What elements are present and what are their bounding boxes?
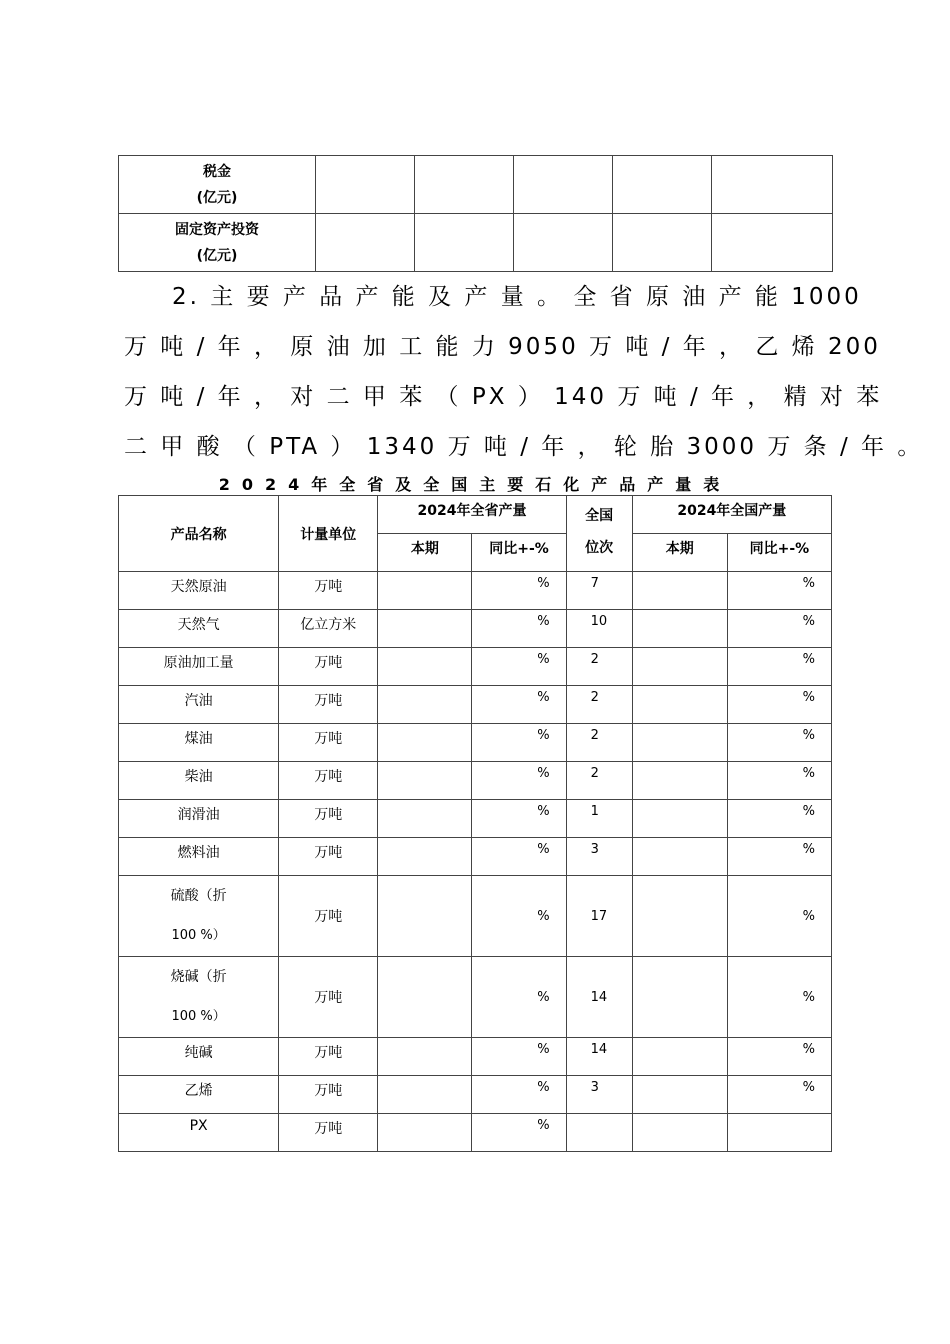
national-yoy-cell: % [727, 686, 831, 724]
unit-cell: 万吨 [279, 724, 378, 762]
table-row [119, 838, 832, 876]
product-name-cell [119, 800, 279, 838]
national-yoy-cell: % [727, 762, 831, 800]
product-name-cell [119, 876, 279, 957]
table-row [119, 724, 832, 762]
product-name: 天然原油 [170, 579, 227, 595]
national-rank-cell: 14 [566, 1038, 632, 1076]
national-current-cell [632, 1076, 727, 1114]
national-current-cell [632, 762, 727, 800]
header-province-output: 2024年全省产量 [378, 496, 566, 534]
national-yoy-cell: % [727, 876, 831, 957]
header-national-rank: 全国 位次 [566, 496, 632, 572]
product-name-cell [119, 686, 279, 724]
product-name: 烧碱（折 [170, 969, 227, 985]
province-current-cell [378, 610, 472, 648]
table-title: 2024年全省及全国主要石化产品产量表 [218, 475, 732, 494]
unit-cell: 万吨 [279, 838, 378, 876]
product-name-cell [119, 572, 279, 610]
province-yoy-cell: % [472, 724, 566, 762]
unit-cell: 万吨 [279, 686, 378, 724]
national-rank-cell: 7 [566, 572, 632, 610]
product-name: 燃料油 [177, 845, 220, 861]
table-row [119, 957, 832, 1038]
product-name-cell [119, 762, 279, 800]
national-yoy-cell: % [727, 838, 831, 876]
province-yoy-cell: % [472, 572, 566, 610]
product-name: PX [189, 1118, 208, 1134]
unit-cell: 万吨 [279, 957, 378, 1038]
header-row [119, 496, 832, 534]
row-label-tax: 税金 (亿元) [119, 156, 316, 214]
unit-cell: 亿立方米 [279, 610, 378, 648]
paragraph-line: 万 吨 / 年 ， 对 二 甲 苯 （ PX ） 140 万 吨 / 年 ， 精 对 苯 [124, 384, 883, 410]
national-current-cell [632, 957, 727, 1038]
tax-investment-table [118, 155, 833, 272]
header-product-name: 产品名称 [119, 496, 279, 572]
unit-cell: 万吨 [279, 1038, 378, 1076]
product-name: 纯碱 [184, 1045, 213, 1061]
paragraph-line: 2. 主 要 产 品 产 能 及 产 量 。 全 省 原 油 产 能 1000 [172, 284, 862, 310]
production-table [118, 495, 832, 1152]
row-label-fixed-investment: 固定资产投资 (亿元) [119, 214, 316, 272]
province-current-cell [378, 724, 472, 762]
unit-cell: 万吨 [279, 876, 378, 957]
table-row [119, 686, 832, 724]
province-current-cell [378, 876, 472, 957]
table-row [119, 876, 832, 957]
province-current-cell [378, 762, 472, 800]
header-current: 本期 [378, 534, 472, 572]
province-yoy-cell: % [472, 1076, 566, 1114]
national-current-cell [632, 648, 727, 686]
province-current-cell [378, 1076, 472, 1114]
national-current-cell [632, 686, 727, 724]
national-current-cell [632, 1038, 727, 1076]
province-yoy-cell: % [472, 876, 566, 957]
province-yoy-cell: % [472, 1038, 566, 1076]
header-unit: 计量单位 [279, 496, 378, 572]
table-row [119, 1114, 832, 1152]
product-name-cell [119, 610, 279, 648]
national-current-cell [632, 876, 727, 957]
capacity-paragraph [124, 272, 924, 472]
product-name: 乙烯 [184, 1083, 213, 1099]
header-yoy: 同比+-% [472, 534, 566, 572]
province-yoy-cell: % [472, 762, 566, 800]
unit-cell: 万吨 [279, 1114, 378, 1152]
national-current-cell [632, 1114, 727, 1152]
national-rank-cell: 2 [566, 762, 632, 800]
table-row [119, 156, 833, 214]
province-current-cell [378, 838, 472, 876]
national-rank-cell: 2 [566, 724, 632, 762]
product-name: 汽油 [184, 693, 213, 709]
table-row [119, 610, 832, 648]
product-name-cell [119, 1038, 279, 1076]
product-name: 硫酸（折 [170, 888, 227, 904]
province-yoy-cell: % [472, 686, 566, 724]
national-yoy-cell: % [727, 800, 831, 838]
table-body [119, 572, 832, 1152]
national-rank-cell: 2 [566, 648, 632, 686]
unit-cell: 万吨 [279, 572, 378, 610]
province-current-cell [378, 686, 472, 724]
national-yoy-cell [727, 1114, 831, 1152]
header-yoy: 同比+-% [727, 534, 831, 572]
product-name: 润滑油 [177, 807, 220, 823]
product-name-continued: 100 %） [171, 1009, 226, 1024]
national-rank-cell: 17 [566, 876, 632, 957]
product-name: 天然气 [177, 617, 220, 633]
province-current-cell [378, 1114, 472, 1152]
table-row [119, 1076, 832, 1114]
table-row [119, 1038, 832, 1076]
province-current-cell [378, 572, 472, 610]
province-yoy-cell: % [472, 1114, 566, 1152]
paragraph-line: 二 甲 酸 （ PTA ） 1340 万 吨 / 年 ， 轮 胎 3000 万 条 / 年 。 [124, 434, 924, 460]
national-rank-cell: 1 [566, 800, 632, 838]
product-name: 原油加工量 [163, 655, 234, 671]
unit-cell: 万吨 [279, 1076, 378, 1114]
national-rank-cell: 3 [566, 838, 632, 876]
header-national-output: 2024年全国产量 [632, 496, 831, 534]
product-name: 柴油 [184, 769, 213, 785]
product-name: 煤油 [184, 731, 213, 747]
national-rank-cell: 14 [566, 957, 632, 1038]
province-yoy-cell: % [472, 957, 566, 1038]
product-name-cell [119, 957, 279, 1038]
national-yoy-cell: % [727, 648, 831, 686]
header-current: 本期 [632, 534, 727, 572]
table-row [119, 648, 832, 686]
national-rank-cell [566, 1114, 632, 1152]
province-current-cell [378, 648, 472, 686]
national-yoy-cell: % [727, 1076, 831, 1114]
province-current-cell [378, 800, 472, 838]
province-yoy-cell: % [472, 800, 566, 838]
product-name-cell [119, 1076, 279, 1114]
product-name-cell [119, 1114, 279, 1152]
national-yoy-cell: % [727, 957, 831, 1038]
province-current-cell [378, 957, 472, 1038]
national-rank-cell: 2 [566, 686, 632, 724]
product-name-cell [119, 648, 279, 686]
table-row [119, 572, 832, 610]
province-yoy-cell: % [472, 838, 566, 876]
national-current-cell [632, 724, 727, 762]
paragraph-line: 万 吨 / 年 ， 原 油 加 工 能 力 9050 万 吨 / 年 ， 乙 烯 200 [124, 334, 881, 360]
national-current-cell [632, 610, 727, 648]
table-row [119, 214, 833, 272]
national-current-cell [632, 572, 727, 610]
national-rank-cell: 3 [566, 1076, 632, 1114]
table-row [119, 800, 832, 838]
national-yoy-cell: % [727, 572, 831, 610]
product-name-cell [119, 838, 279, 876]
product-name-continued: 100 %） [171, 928, 226, 943]
unit-cell: 万吨 [279, 762, 378, 800]
province-yoy-cell: % [472, 610, 566, 648]
national-yoy-cell: % [727, 724, 831, 762]
national-current-cell [632, 838, 727, 876]
national-yoy-cell: % [727, 1038, 831, 1076]
product-name-cell [119, 724, 279, 762]
unit-cell: 万吨 [279, 648, 378, 686]
national-rank-cell: 10 [566, 610, 632, 648]
province-current-cell [378, 1038, 472, 1076]
national-yoy-cell: % [727, 610, 831, 648]
unit-cell: 万吨 [279, 800, 378, 838]
national-current-cell [632, 800, 727, 838]
table-row [119, 762, 832, 800]
province-yoy-cell: % [472, 648, 566, 686]
